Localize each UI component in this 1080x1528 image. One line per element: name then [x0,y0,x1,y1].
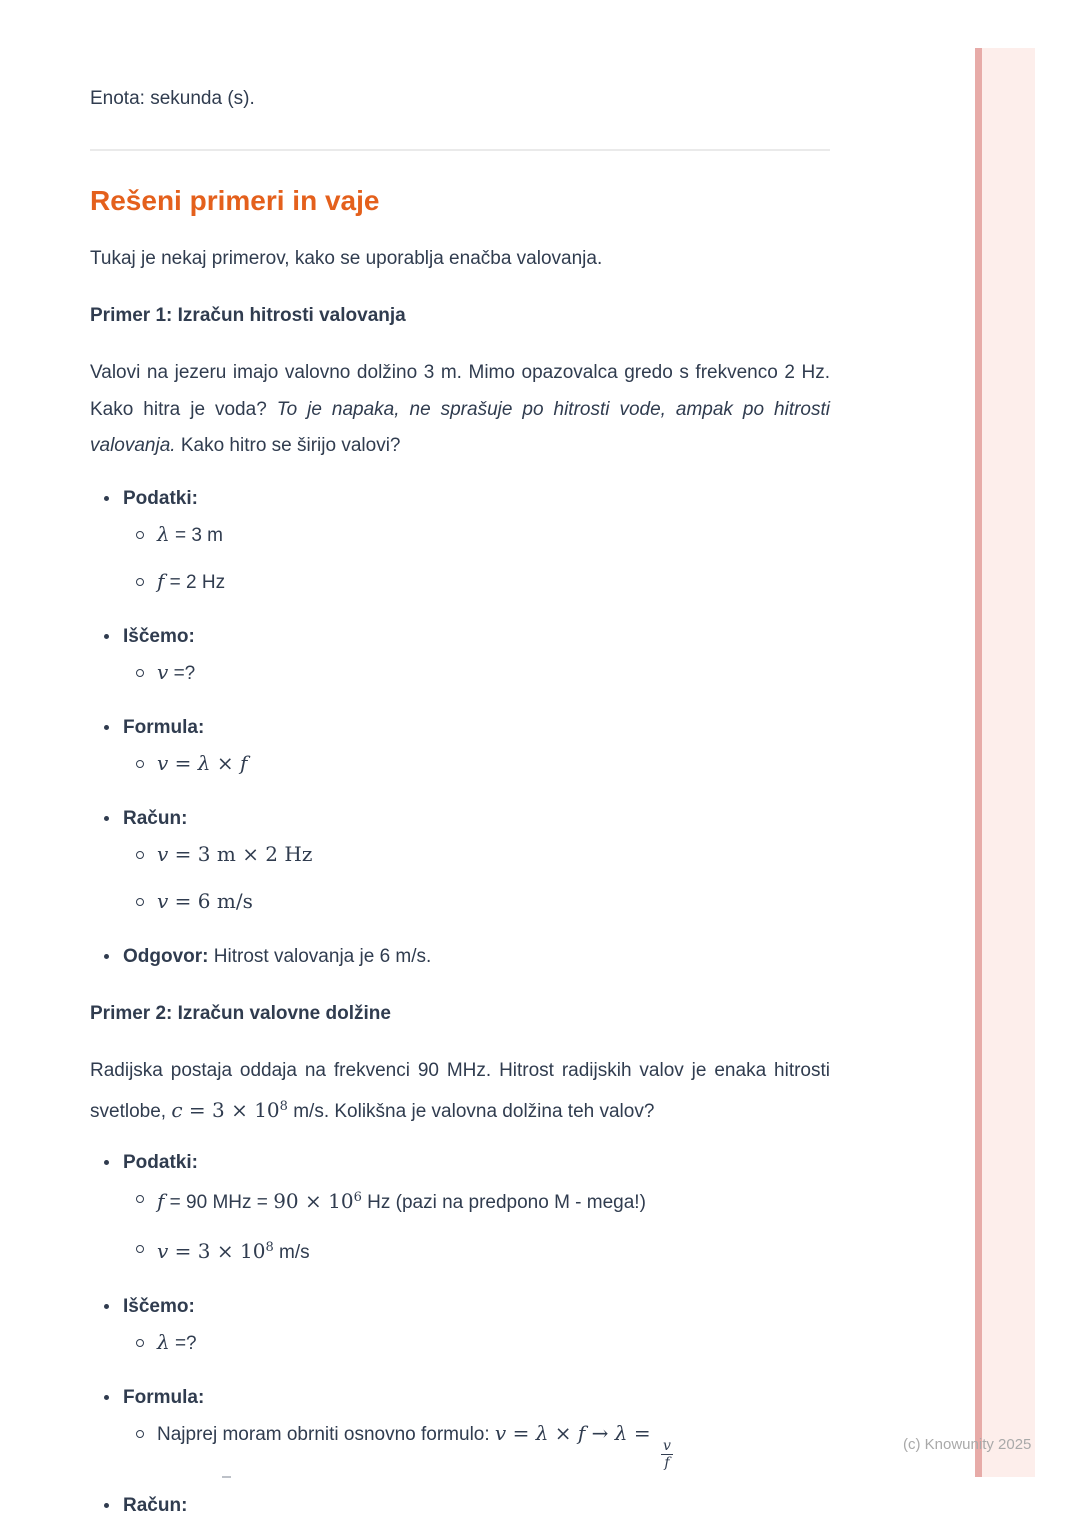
list-label: Iščemo: [123,1295,195,1317]
bullet-icon [104,496,109,501]
math-line: λ =? [157,1329,197,1354]
bullet-icon [104,1304,109,1309]
list-item-podatki [90,1149,830,1268]
example1-list [90,485,830,970]
list-item-formula [90,1384,830,1471]
list-item-unknown-v [123,657,830,689]
example1-problem: Valovi na jezeru imajo valovno dolžino 3 m. Mimo opazovalca gredo s frekvenco 2 Hz. Kako hitra je voda? To je napaka, ne sprašuje po hitrosti vode, ampak po hitrosti valovanja. Kako hitro se širijo valovi? [90,362,830,456]
section-title: Rešeni primeri in vaje [90,185,380,216]
circle-bullet-icon [136,669,144,677]
list-item-podatki [90,485,830,598]
unit-note: Enota: sekunda (s). [90,88,255,109]
circle-bullet-icon [136,1430,144,1438]
list-item-racun [90,805,830,918]
list-item-racun [90,1492,830,1519]
bullet-icon [104,816,109,821]
list-item-formula-eq [123,748,830,780]
list-item-iscemo [90,623,830,689]
example2-heading: Primer 2: Izračun valovne dolžine [90,1002,391,1024]
list-label: Iščemo: [123,625,195,647]
section-intro: Tukaj je nekaj primerov, kako se uporablja enačba valovanja. [90,248,603,269]
list-item-calc-step2 [123,886,830,918]
example2-problem: Radijska postaja oddaja na frekvenci 90 MHz. Hitrost radijskih valov je enaka hitrosti svetlobe, $c = 3 \times 10^8$ m/s. Kolikšna je valovna dolžina teh valov? [90,1059,830,1122]
list-item-iscemo [90,1293,830,1359]
list-label: Podatki: [123,1151,198,1173]
list-label: Račun: [123,807,188,829]
bullet-icon [104,954,109,959]
list-item-formula [90,714,830,780]
math-line: Najprej moram obrniti osnovno formulo: v = λ × f → λ = $\frac{v}{f}$ [157,1420,671,1471]
math-line: λ = 3 m [157,521,224,546]
circle-bullet-icon [136,578,144,586]
circle-bullet-icon [136,898,144,906]
list-label: Podatki: [123,487,198,509]
list-item-frequency-value [123,566,830,598]
list-label: Formula: [123,1386,205,1408]
bullet-icon [104,634,109,639]
circle-bullet-icon [136,1339,144,1347]
list-item-formula-inversion [123,1418,830,1471]
list-item-frequency-value [123,1183,830,1218]
circle-bullet-icon [136,1245,144,1253]
circle-bullet-icon [136,760,144,768]
list-item-odgovor [90,943,830,970]
example2-list [90,1149,830,1519]
list-item-calc-step1 [123,839,830,871]
math-line: f = 90 MHz = $90 \times 10^6$ Hz (pazi na predpono M - mega!) [157,1188,646,1213]
circle-bullet-icon [136,1195,144,1203]
math-line: $v = 3 \times 10^8$ m/s [157,1238,310,1263]
math-line: v = λ × f [157,750,248,775]
bullet-icon [104,725,109,730]
document-content [90,0,830,1519]
right-accent-stripe [975,48,1035,1477]
list-item-lambda-value [123,519,830,551]
section-divider [90,149,830,151]
answer-text: Hitrost valovanja je 6 m/s. [208,945,432,967]
list-label: Račun: [123,1494,188,1516]
copyright-watermark: (c) Knowunity 2025 [903,1436,1032,1453]
math-line: v =? [157,659,196,684]
circle-bullet-icon [136,531,144,539]
math-line: v = 6 m/s [157,888,253,913]
bullet-icon [104,1503,109,1508]
bullet-icon [104,1395,109,1400]
bullet-icon [104,1160,109,1165]
list-item-speed-value [123,1233,830,1268]
math-line: v = 3 m × 2 Hz [157,841,313,866]
example1-heading: Primer 1: Izračun hitrosti valovanja [90,305,406,326]
math-line: f = 2 Hz [157,568,226,593]
list-label: Odgovor: [123,945,209,967]
list-label: Formula: [123,716,205,738]
list-item-unknown-lambda [123,1327,830,1359]
circle-bullet-icon [136,851,144,859]
